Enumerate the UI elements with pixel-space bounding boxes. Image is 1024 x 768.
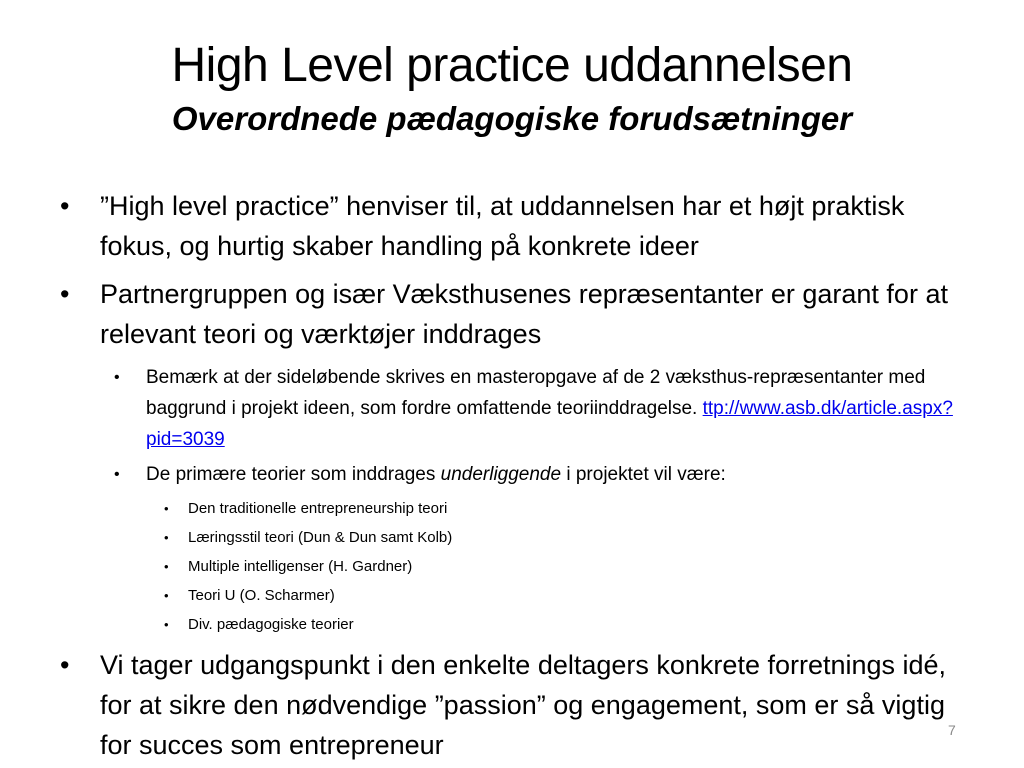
bullet-icon: • bbox=[60, 279, 70, 309]
bullet-icon: • bbox=[164, 530, 169, 545]
bullet-icon: • bbox=[60, 650, 70, 680]
theory-text: Den traditionelle entrepreneurship teori bbox=[188, 500, 448, 517]
sub-bullet-text: Bemærk at der sideløbende skrives en masteropgave af de 2 væksthus-repræsentanter med baggrund i projekt ideen, som fordre omfattende teoriinddragelse. bbox=[146, 367, 926, 419]
bullet-icon: • bbox=[60, 191, 70, 221]
bullet-icon: • bbox=[114, 369, 120, 386]
sub-bullet-emphasis: underliggende bbox=[440, 464, 562, 485]
theory-item bbox=[58, 610, 958, 639]
bullet-icon: • bbox=[164, 559, 169, 574]
bullet-text: ”High level practice” henviser til, at uddannelsen har et højt praktisk fokus, og hurtig skaber handling på konkrete ideer bbox=[100, 191, 905, 261]
theory-text: Teori U (O. Scharmer) bbox=[188, 587, 335, 604]
sub-bullet-list bbox=[58, 362, 958, 639]
sub-bullet-text-after: i projektet vil være: bbox=[561, 464, 726, 485]
bullet-item bbox=[58, 274, 958, 354]
bullet-icon: • bbox=[114, 466, 120, 483]
theory-text: Div. pædagogiske teorier bbox=[188, 616, 354, 633]
bullet-icon: • bbox=[164, 617, 169, 632]
sub-bullet-text-before: De primære teorier som inddrages bbox=[146, 464, 441, 485]
slide-content bbox=[58, 186, 958, 768]
sub-bullet-item bbox=[58, 362, 958, 455]
bullet-item bbox=[58, 645, 958, 765]
sub-bullet-item bbox=[58, 459, 958, 490]
bullet-text: Partnergruppen og især Væksthusenes repræsentanter er garant for at relevant teori og værktøjer inddrages bbox=[100, 279, 948, 349]
slide-title: High Level practice uddannelsen bbox=[171, 39, 853, 92]
theory-item bbox=[58, 523, 958, 552]
bullet-icon: • bbox=[164, 588, 169, 603]
bullet-item bbox=[58, 186, 958, 266]
theory-group bbox=[58, 494, 958, 639]
theory-item bbox=[58, 552, 958, 581]
page-number: 7 bbox=[948, 722, 956, 738]
slide-subtitle: Overordnede pædagogiske forudsætninger bbox=[171, 100, 853, 137]
theory-list bbox=[58, 494, 958, 639]
theory-item bbox=[58, 581, 958, 610]
bullet-list bbox=[58, 186, 958, 765]
bullet-icon: • bbox=[164, 501, 169, 516]
theory-item bbox=[58, 494, 958, 523]
sub-bullet-group bbox=[58, 362, 958, 639]
theory-text: Multiple intelligenser (H. Gardner) bbox=[188, 558, 413, 575]
theory-text: Læringsstil teori (Dun & Dun samt Kolb) bbox=[188, 529, 453, 546]
bullet-text: Vi tager udgangspunkt i den enkelte deltagers konkrete forretnings idé, for at sikre den nødvendige ”passion” og engagement, som er så vigtig for succes som entrepreneur bbox=[100, 650, 947, 760]
title-block bbox=[40, 36, 984, 140]
article-link[interactable]: ttp://www.asb.dk/article.aspx?pid=3039 bbox=[146, 398, 953, 450]
